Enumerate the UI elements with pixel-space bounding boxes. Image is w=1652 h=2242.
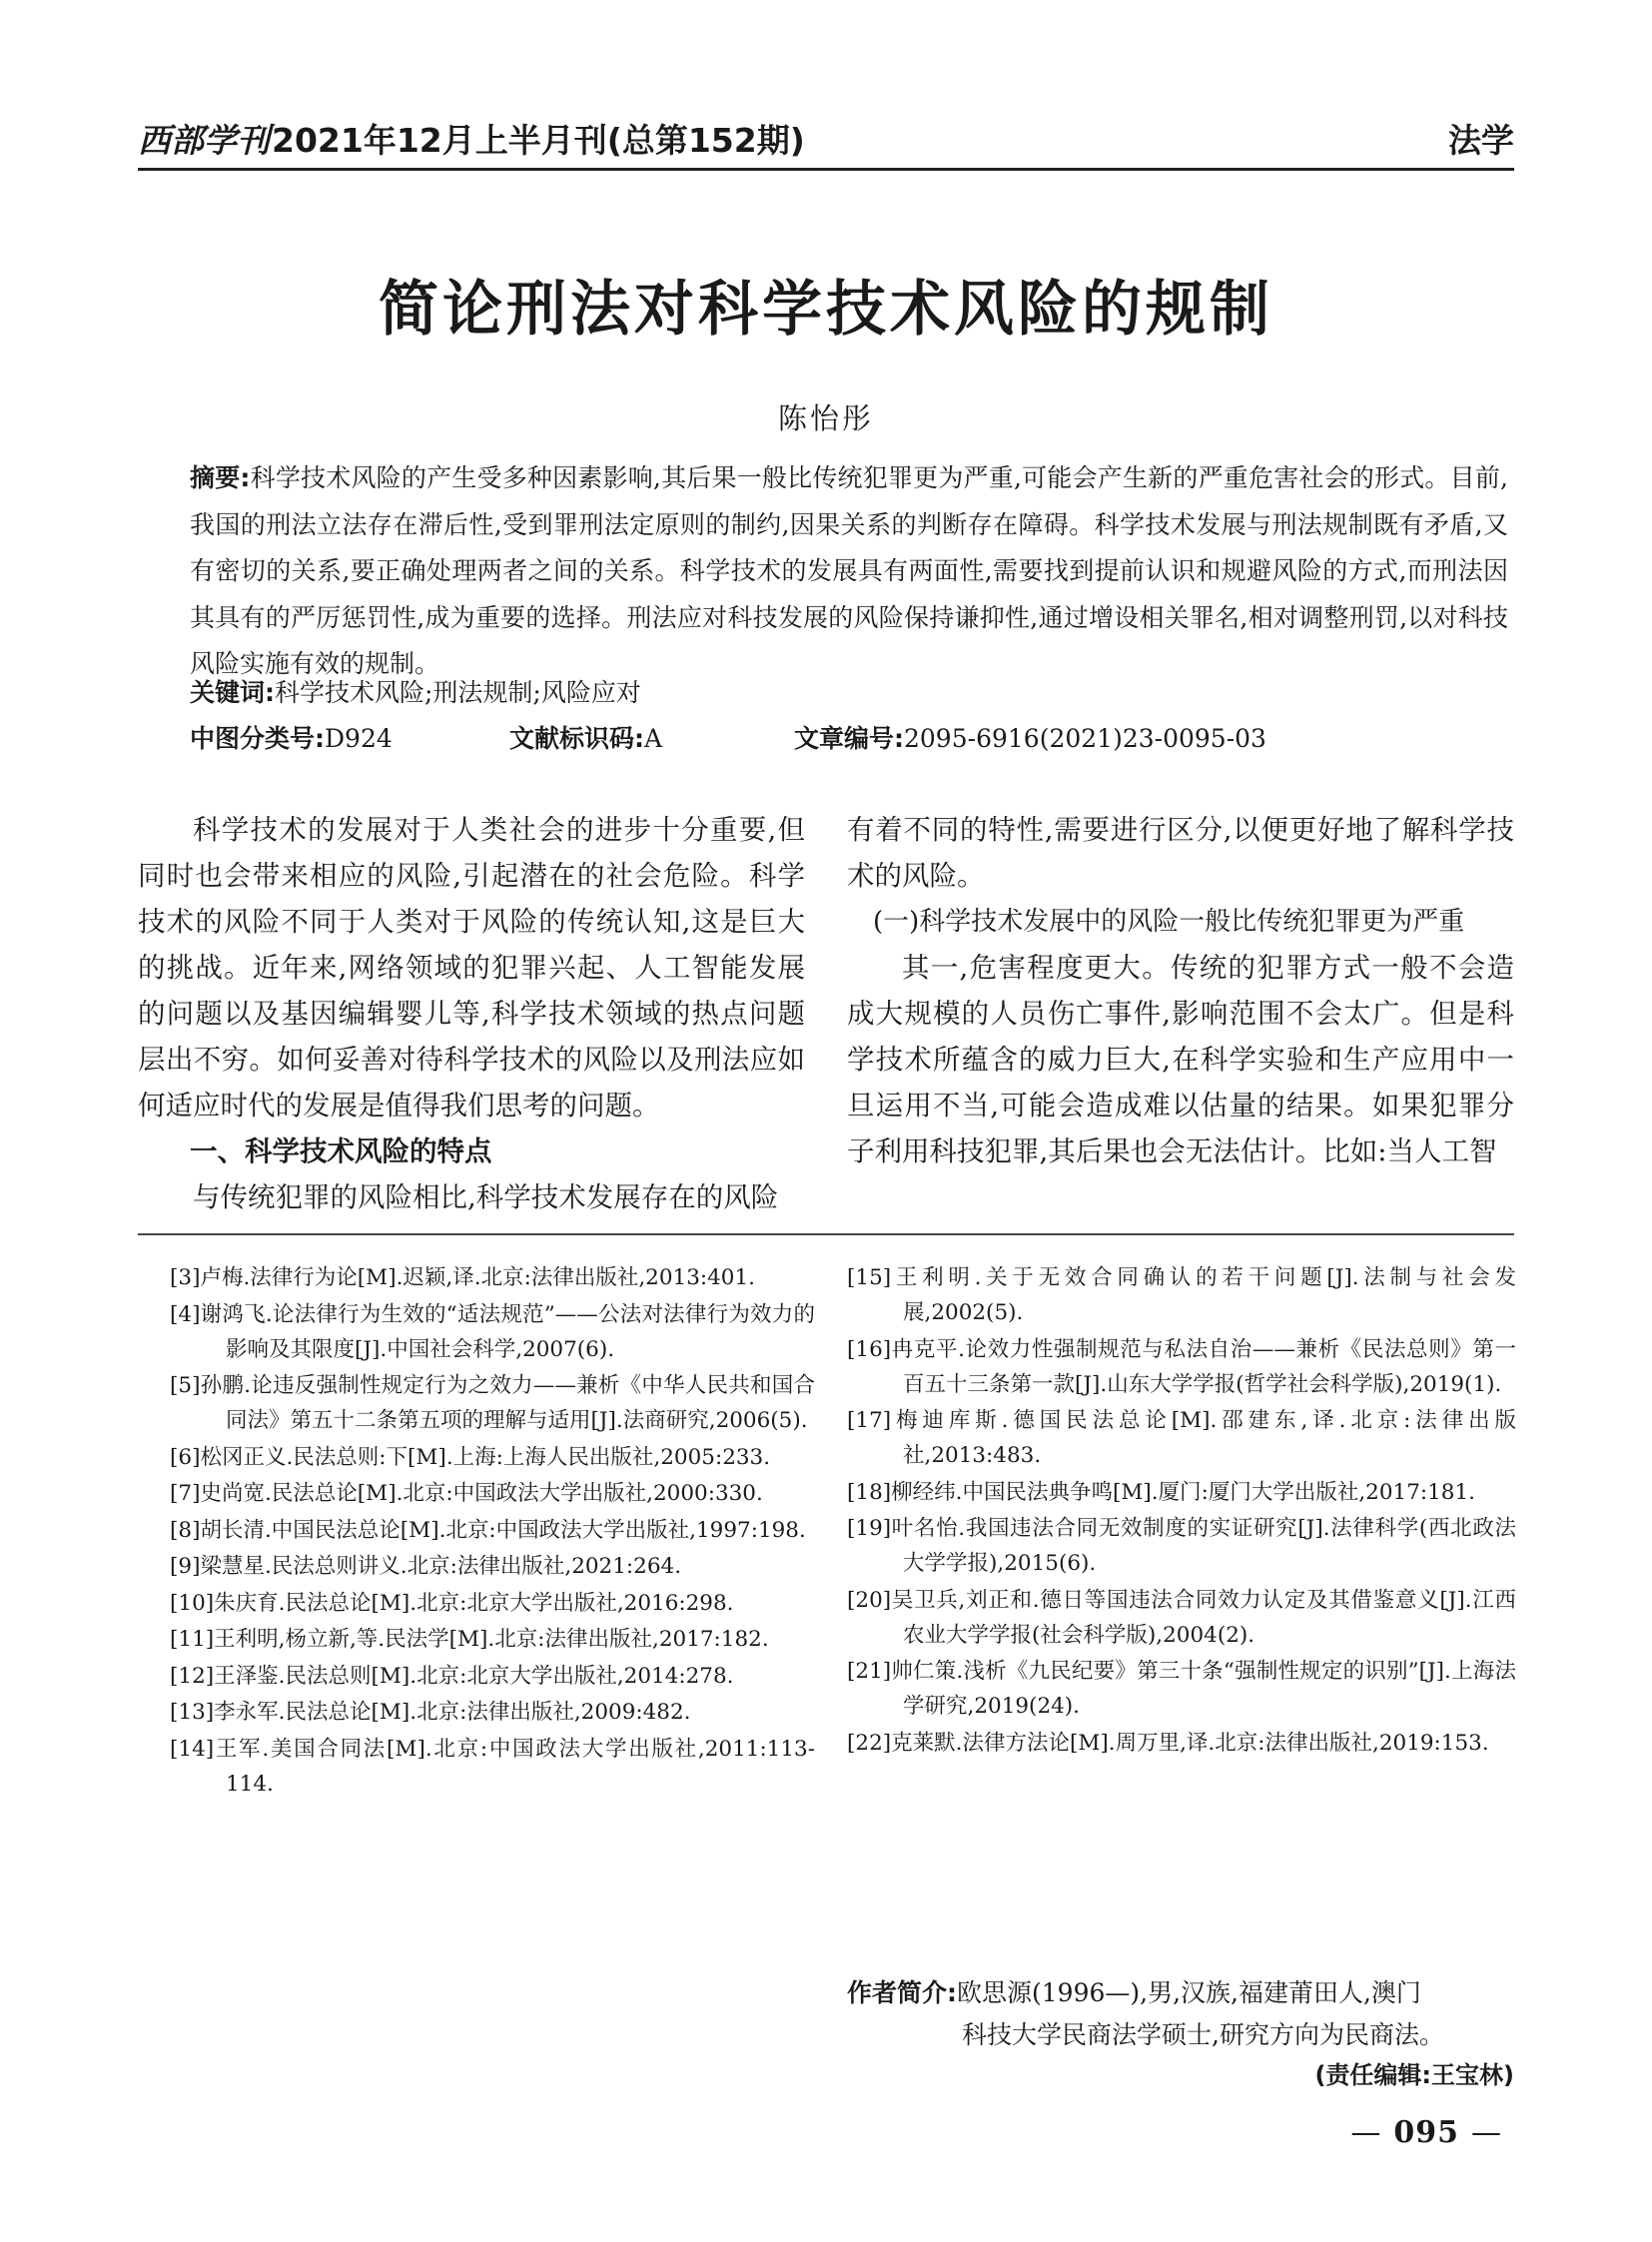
reference-item: [5]孙鹏.论违反强制性规定行为之效力——兼析《中华人民共和国合同法》第五十二条第五项的理解与适用[J].法商研究,2006(5). <box>170 1373 815 1433</box>
body-column-left <box>138 807 805 1220</box>
clc-number <box>190 719 393 759</box>
article-number <box>794 719 1266 759</box>
section-intro-paragraph: 与传统犯罪的风险相比,科学技术发展存在的风险 <box>193 1181 779 1213</box>
bio-line-1: 欧思源(1996—),男,汉族,福建莆田人,澳门 <box>957 1978 1421 2007</box>
article-value: 2095-6916(2021)23-0095-03 <box>904 724 1266 753</box>
abstract <box>190 455 1508 688</box>
intro-paragraph: 科学技术的发展对于人类社会的进步十分重要,但同时也会带来相应的风险,引起潜在的社会危险。科学技术的风险不同于人类对于风险的传统认知,这是巨大的挑战。近年来,网络领域的犯罪兴起、人工智能发展的问题以及基因编辑婴儿等,科学技术领域的热点问题层出不穷。如何妥善对待科学技术的风险以及刑法应如何适应时代的发展是值得我们思考的问题。 <box>138 814 805 1121</box>
reference-item: [13]李永军.民法总论[M].北京:法律出版社,2009:482. <box>170 1700 691 1725</box>
reference-item: [20]吴卫兵,刘正和.德日等国违法合同效力认定及其借鉴意义[J].江西农业大学学报(社会科学版),2004(2). <box>847 1587 1516 1648</box>
page-dash-right: — <box>1471 2115 1502 2150</box>
reference-item: [6]松冈正义.民法总则:下[M].上海:上海人民出版社,2005:233. <box>170 1444 771 1470</box>
journal-logo: 西部学刊 <box>138 121 270 160</box>
abstract-text: 科学技术风险的产生受多种因素影响,其后果一般比传统犯罪更为严重,可能会产生新的严重危害社会的形式。目前,我国的刑法立法存在滞后性,受到罪刑法定原则的制约,因果关系的判断存在障碍。科学技术发展与刑法规制既有矛盾,又有密切的关系,要正确处理两者之间的关系。科学技术的发展具有两面性,需要找到提前认识和规避风险的方式,而刑法因其具有的严厉惩罚性,成为重要的选择。刑法应对科技发展的风险保持谦抑性,通过增设相关罪名,相对调整刑罚,以对科技风险实施有效的规制。 <box>190 463 1508 678</box>
reference-item: [17]梅迪库斯.德国民法总论[M].邵建东,译.北京:法律出版社,2013:483. <box>847 1408 1516 1468</box>
article-title: 简论刑法对科学技术风险的规制 <box>379 275 1273 345</box>
harm-paragraph: 其一,危害程度更大。传统的犯罪方式一般不会造成大规模的人员伤亡事件,影响范围不会太广。但是科学技术所蕴含的威力巨大,在科学实验和生产应用中一旦运用不当,可能会造成难以估量的结果。如果犯罪分子利用科技犯罪,其后果也会无法估计。比如:当人工智 <box>847 952 1514 1167</box>
reference-item: [7]史尚宽.民法总论[M].北京:中国政法大学出版社,2000:330. <box>170 1481 763 1506</box>
reference-item: [15]王利明.关于无效合同确认的若干问题[J].法制与社会发展,2002(5). <box>847 1265 1516 1325</box>
article-author: 陈怡彤 <box>777 401 874 435</box>
keywords <box>190 673 641 713</box>
clc-label: 中图分类号: <box>190 724 325 753</box>
reference-item: [21]帅仁策.浅析《九民纪要》第三十条“强制性规定的识别”[J].上海法学研究,2019(24). <box>847 1659 1516 1719</box>
reference-item: [19]叶名怡.我国违法合同无效制度的实证研究[J].法律科学(西北政法大学学报),2015(6). <box>847 1516 1516 1576</box>
document-code <box>509 719 662 759</box>
article-label: 文章编号: <box>794 724 904 753</box>
doc-label: 文献标识码: <box>509 724 644 753</box>
journal-header <box>138 115 805 162</box>
responsible-editor: (责任编辑:王宝林) <box>1314 2061 1514 2089</box>
issue-info: 2021年12月上半月刊(总第152期) <box>272 121 805 160</box>
keywords-text: 科学技术风险;刑法规制;风险应对 <box>275 678 641 707</box>
page-dash-left: — <box>1350 2115 1382 2150</box>
body-column-right <box>847 807 1514 1174</box>
header-rule <box>138 168 1514 171</box>
reference-item: [8]胡长清.中国民法总论[M].北京:中国政法大学出版社,1997:198. <box>170 1517 806 1543</box>
bio-line-2: 科技大学民商法学硕士,研究方向为民商法。 <box>962 2020 1444 2049</box>
author-bio <box>847 1972 1526 2056</box>
page-number-value: 095 <box>1393 2115 1459 2150</box>
reference-item: [10]朱庆育.民法总论[M].北京:北京大学出版社,2016:298. <box>170 1590 734 1616</box>
reference-item: [14]王军.美国合同法[M].北京:中国政法大学出版社,2011:113-114. <box>170 1736 815 1797</box>
reference-item: [12]王泽鉴.民法总则[M].北京:北京大学出版社,2014:278. <box>170 1663 734 1689</box>
reference-item: [4]谢鸿飞.论法律行为生效的“适法规范”——公法对法律行为效力的影响及其限度[J].中国社会科学,2007(6). <box>170 1301 815 1362</box>
section-intro-continued: 有着不同的特性,需要进行区分,以便更好地了解科学技术的风险。 <box>847 814 1514 892</box>
page-number <box>1338 2115 1514 2150</box>
reference-item: [22]克莱默.法律方法论[M].周万里,译.北京:法律出版社,2019:153. <box>847 1730 1489 1756</box>
reference-item: [9]梁慧星.民法总则讲义.北京:法律出版社,2021:264. <box>170 1554 682 1579</box>
reference-item: [3]卢梅.法律行为论[M].迟颖,译.北京:法律出版社,2013:401. <box>170 1265 755 1290</box>
references-rule <box>138 1233 1514 1235</box>
references-left <box>170 1260 815 1803</box>
reference-item: [16]冉克平.论效力性强制规范与私法自治——兼析《民法总则》第一百五十三条第一款[J].山东大学学报(哲学社会科学版),2019(1). <box>847 1336 1516 1397</box>
section-heading: 一、科学技术风险的特点 <box>190 1135 492 1167</box>
clc-value: D924 <box>325 724 393 753</box>
section-label: 法学 <box>1448 121 1514 160</box>
bio-label: 作者简介: <box>847 1978 957 2007</box>
references-right <box>847 1260 1516 1762</box>
reference-item: [18]柳经纬.中国民法典争鸣[M].厦门:厦门大学出版社,2017:181. <box>847 1479 1476 1505</box>
abstract-label: 摘要: <box>190 463 251 492</box>
keywords-label: 关键词: <box>190 678 275 707</box>
doc-value: A <box>644 724 663 753</box>
reference-item: [11]王利明,杨立新,等.民法学[M].北京:法律出版社,2017:182. <box>170 1627 769 1652</box>
subsection-heading: (一)科学技术发展中的风险一般比传统犯罪更为严重 <box>873 907 1465 937</box>
